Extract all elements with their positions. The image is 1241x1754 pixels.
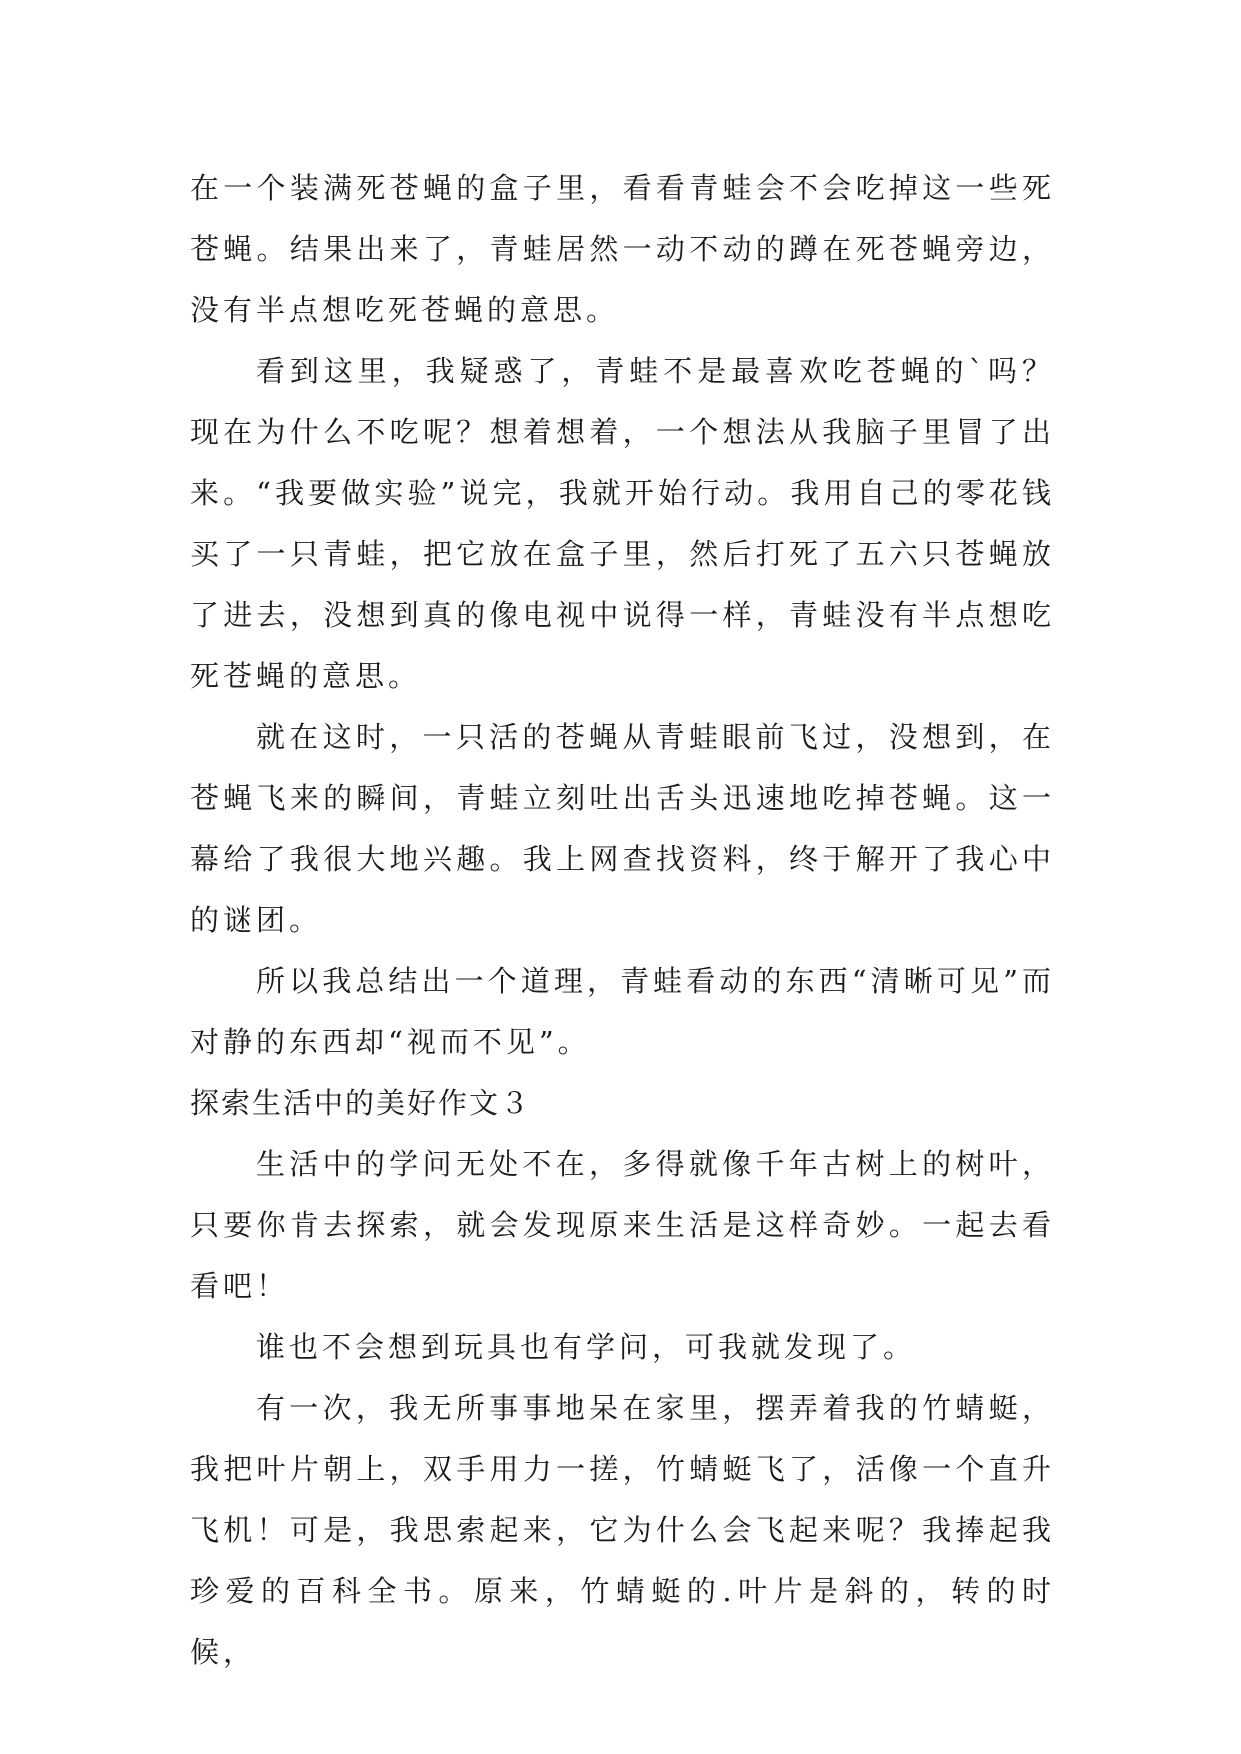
section-heading: 探索生活中的美好作文３ (190, 1086, 532, 1120)
paragraph-4: 所以我总结出一个道理，青蛙看动的东西“清晰可见”而对静的东西却“视而不见”。 (190, 964, 1055, 1059)
paragraph-1: 在一个装满死苍蝇的盒子里，看看青蛙会不会吃掉这一些死苍蝇。结果出来了，青蛙居然一动不动的蹲在死苍蝇旁边，没有半点想吃死苍蝇的意思。 (190, 171, 1055, 327)
paragraph-5: 生活中的学问无处不在，多得就像千年古树上的树叶，只要你肯去探索，就会发现原来生活是这样奇妙。一起去看看吧！ (190, 1147, 1055, 1303)
paragraph-2: 看到这里，我疑惑了，青蛙不是最喜欢吃苍蝇的`吗？现在为什么不吃呢？想着想着，一个想法从我脑子里冒了出来。“我要做实验”说完，我就开始行动。我用自己的零花钱买了一只青蛙，把它放在盒子里，然后打死了五六只苍蝇放了进去，没想到真的像电视中说得一样，青蛙没有半点想吃死苍蝇的意思。 (190, 354, 1055, 693)
paragraph-6: 谁也不会想到玩具也有学问，可我就发现了。 (256, 1330, 917, 1364)
paragraph-7: 有一次，我无所事事地呆在家里，摆弄着我的竹蜻蜓，我把叶片朝上，双手用力一搓，竹蜻蜓飞了，活像一个直升飞机！可是，我思索起来，它为什么会飞起来呢？我捧起我珍爱的百科全书。原来，竹蜻蜓的.叶片是斜的，转的时候， (190, 1391, 1055, 1669)
document-body (190, 158, 1055, 1683)
paragraph-3: 就在这时，一只活的苍蝇从青蛙眼前飞过，没想到，在苍蝇飞来的瞬间，青蛙立刻吐出舌头迅速地吃掉苍蝇。这一幕给了我很大地兴趣。我上网查找资料，终于解开了我心中的谜团。 (190, 720, 1055, 937)
